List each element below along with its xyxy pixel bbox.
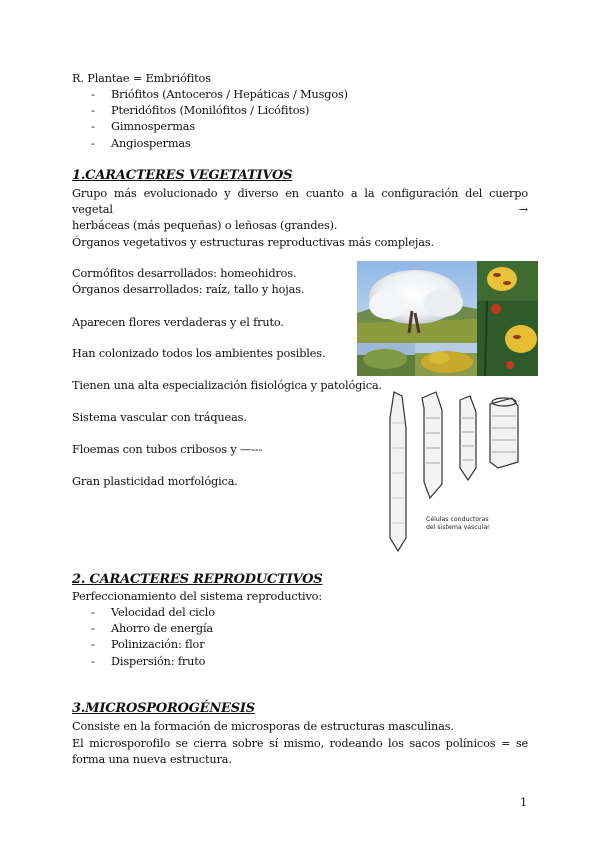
list-item: - Dispersión: fruto (91, 654, 215, 670)
plant-groups-list (91, 87, 348, 152)
paragraph-evolucionado (72, 186, 528, 234)
page-number: 1 (520, 796, 528, 809)
list-item: - Angiospermas (91, 136, 348, 152)
flores-line: Aparecen flores verdaderas y el fruto. (72, 316, 284, 329)
angiosperm-photo-collage (357, 261, 538, 376)
vascular-line: Sistema vascular con tráqueas. (72, 411, 247, 424)
figure-caption-line1: Células conductoras (426, 516, 489, 523)
list-item: - Pteridófitos (Monilófitos / Licófitos) (91, 103, 348, 119)
reproductive-intro: Perfeccionamiento del sistema reproductivo: (72, 590, 322, 603)
organos-line: Órganos desarrollados: raíz, tallo y hojas. (72, 283, 305, 296)
figure-caption-line2: del sistema vascular (426, 524, 490, 531)
kingdom-line: R. Plantae = Embriófitos (72, 72, 211, 85)
flowering-tree-image (357, 261, 538, 376)
floemas-line: Floemas con tubos cribosos y —--- (72, 443, 263, 456)
paragraph-line: Grupo más evolucionado y diverso en cuanto a la configuración del cuerpo vegetal → (72, 187, 528, 216)
section-heading-microsporogenesis: 3.MICROSPOROGÉNESIS (72, 701, 255, 716)
section-heading-reproductivos: 2. CARACTERES REPRODUCTIVOS (72, 572, 323, 587)
list-item: - Velocidad del ciclo (91, 605, 215, 621)
especializacion-line: Tienen una alta especialización fisiológica y patológica. (72, 379, 382, 392)
reproductive-list (91, 605, 215, 670)
cormofitos-line: Cormófitos desarrollados: homeohidros. (72, 267, 297, 280)
list-item: - Polinización: flor (91, 637, 215, 653)
microsporofilo-paragraph: El microsporofilo se cierra sobre sí mismo, rodeando los sacos polínicos = se forma una nueva estructura. (72, 737, 528, 766)
list-item: - Ahorro de energía (91, 621, 215, 637)
organs-line: Órganos vegetativos y estructuras reproductivas más complejas. (72, 236, 434, 249)
xylem-cells-drawing (380, 388, 530, 553)
section-heading-vegetativos: 1.CARACTERES VEGETATIVOS (72, 168, 293, 183)
ambientes-line: Han colonizado todos los ambientes posibles. (72, 347, 326, 360)
vascular-cells-figure (380, 388, 530, 553)
list-item: - Briófitos (Antoceros / Hepáticas / Musgos) (91, 87, 348, 103)
list-item: - Gimnospermas (91, 119, 348, 135)
plasticidad-line: Gran plasticidad morfológica. (72, 475, 238, 488)
paragraph-line: herbáceas (más pequeñas) o leñosas (grandes). (72, 219, 338, 232)
microsporas-line: Consiste en la formación de microsporas de estructuras masculinas. (72, 720, 454, 733)
